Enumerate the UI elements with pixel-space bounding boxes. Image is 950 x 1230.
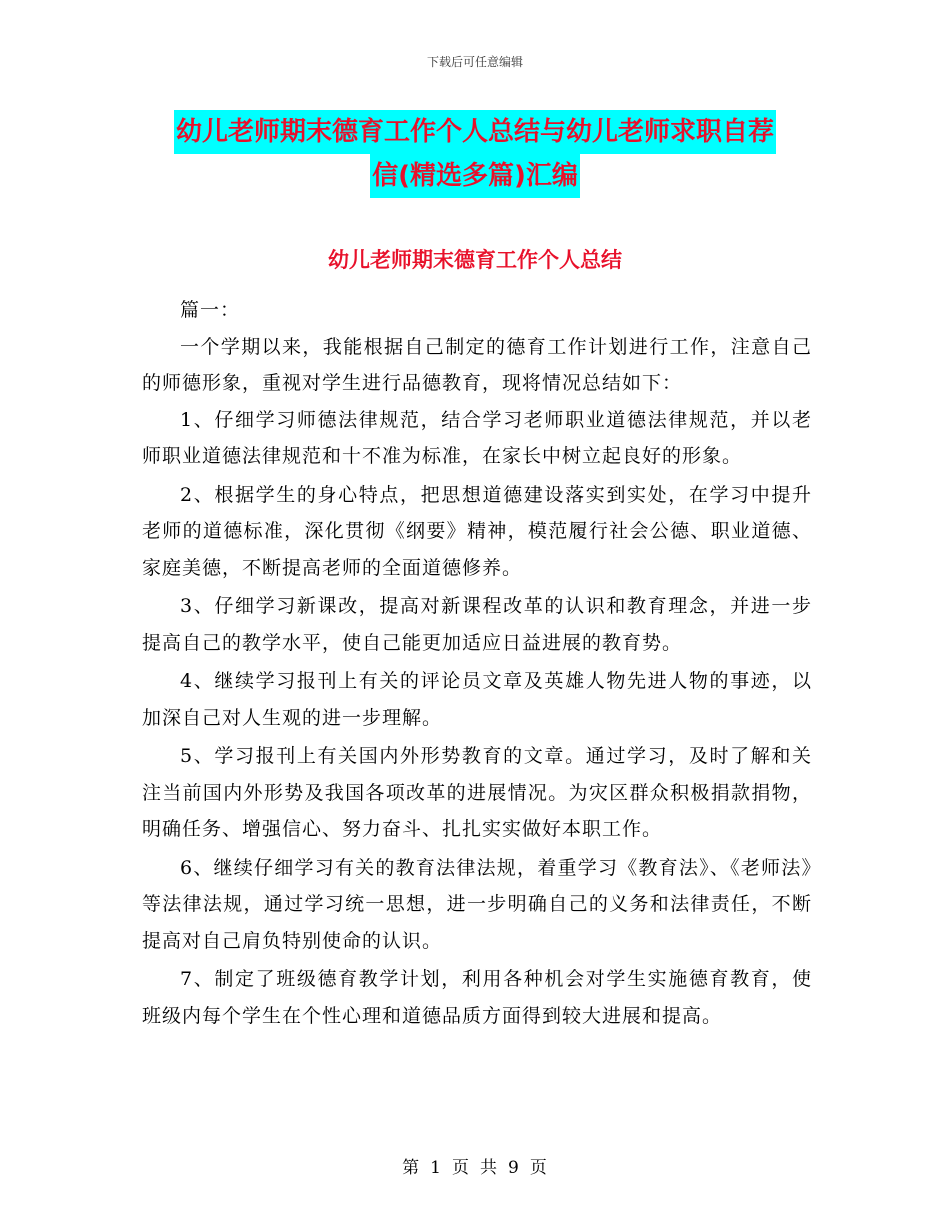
paragraph-item-1: 1、仔细学习师德法律规范，结合学习老师职业道德法律规范，并以老师职业道德法律规范和十不准为标准，在家长中树立起良好的形象。 [142, 408, 812, 467]
paragraph-item-2: 2、根据学生的身心特点，把思想道德建设落实到实处，在学习中提升老师的道德标准，深化贯彻《纲要》精神，模范履行社会公德、职业道德、家庭美德，不断提高老师的全面道德修养。 [142, 483, 812, 579]
header-note: 下载后可任意编辑 [426, 55, 523, 69]
paragraph-item-6: 6、继续仔细学习有关的教育法律法规，着重学习《教育法》、《老师法》等法律法规，通过学习统一思想，进一步明确自己的义务和法律责任，不断提高对自己肩负特别使命的认识。 [142, 856, 812, 952]
paragraph-intro-label: 篇一： [180, 299, 241, 321]
footer-total-prefix: 共 [480, 1158, 498, 1178]
body-content [142, 292, 812, 1034]
paragraph-item-3: 3、仔细学习新课改，提高对新课程改革的认识和教育理念，并进一步提高自己的教学水平，使自己能更加适应日益进展的教育势。 [142, 595, 812, 654]
footer-total-pages: 9 [508, 1158, 520, 1178]
section-title: 幼儿老师期末德育工作个人总结 [328, 248, 622, 272]
paragraph-item-5: 5、学习报刊上有关国内外形势教育的文章。通过学习，及时了解和关注当前国内外形势及我国各项改革的进展情况。为灾区群众积极捐款捐物，明确任务、增强信心、努力奋斗、扎扎实实做好本职工作。 [142, 745, 812, 840]
footer-current-page: 1 [430, 1158, 442, 1178]
paragraph-item-7: 7、制定了班级德育教学计划，利用各种机会对学生实施德育教育，使班级内每个学生在个性心理和道德品质方面得到较大进展和提高。 [142, 968, 812, 1027]
title-line-1: 幼儿老师期末德育工作个人总结与幼儿老师求职自荐 [174, 110, 776, 154]
footer-page-label: 页 [452, 1158, 470, 1178]
footer-prefix: 第 [402, 1158, 421, 1178]
footer-total-label: 页 [529, 1158, 548, 1178]
document-title [0, 110, 950, 198]
paragraph-item-4: 4、继续学习报刊上有关的评论员文章及英雄人物先进人物的事迹，以加深自己对人生观的进一步理解。 [142, 670, 812, 729]
title-line-2: 信(精选多篇)汇编 [370, 154, 580, 198]
page-footer [0, 1153, 950, 1178]
paragraph-intro: 一个学期以来，我能根据自己制定的德育工作计划进行工作，注意自己的师德形象，重视对学生进行品德教育，现将情况总结如下： [142, 335, 812, 394]
